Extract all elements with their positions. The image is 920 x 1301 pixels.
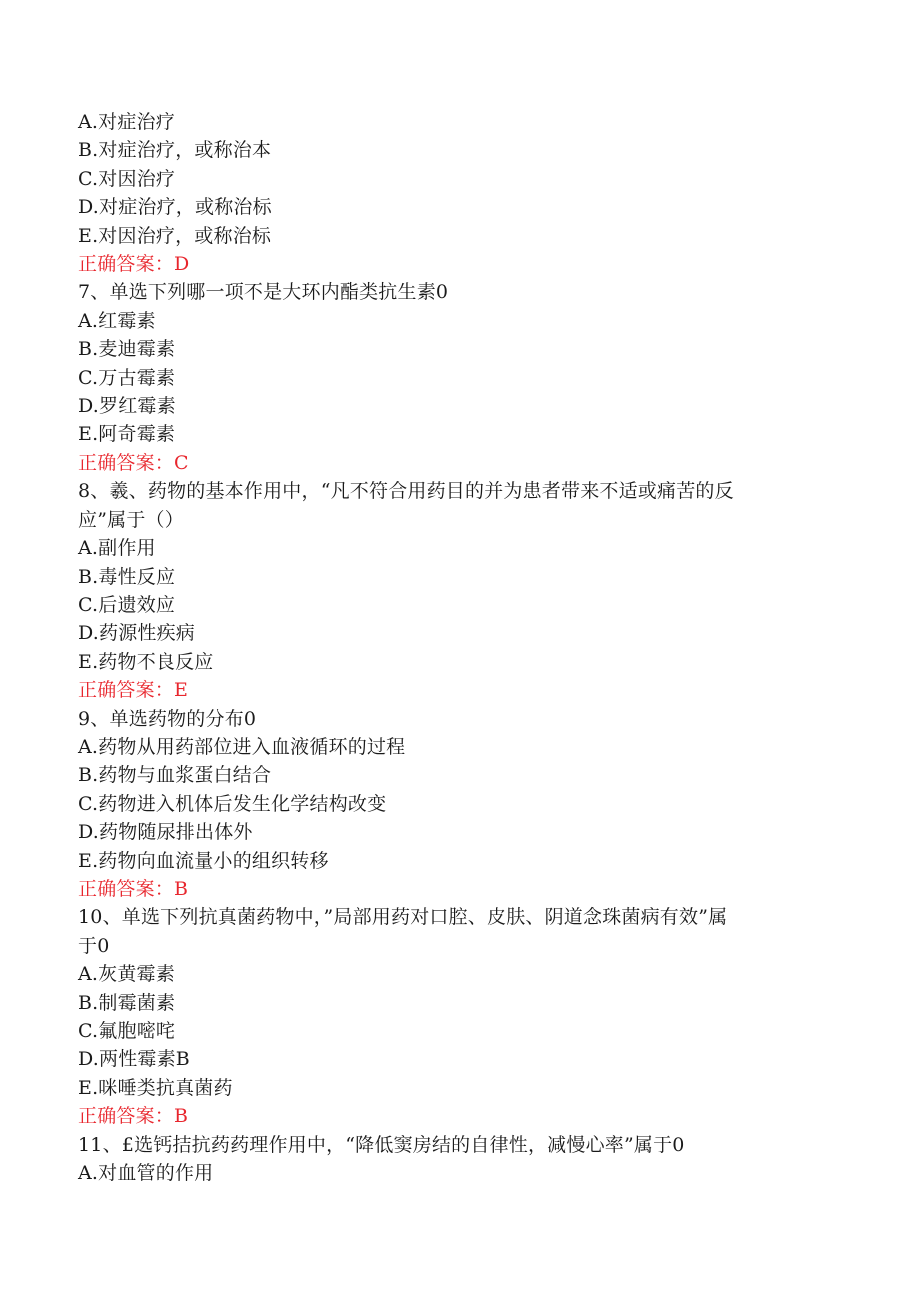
option-a: A.对血管的作用	[78, 1162, 214, 1185]
question-stem-line-1: 8、羲、药物的基本作用中，“凡不符合用药目的并为患者带来不适或痛苦的反	[78, 480, 734, 503]
option-d: D.药源性疾病	[78, 622, 195, 645]
option-b: B.药物与血浆蛋白结合	[78, 764, 272, 787]
option-b: B.制霉菌素	[78, 991, 176, 1014]
question-10	[78, 903, 848, 1130]
question-stem: 11、£选钙拮抗药药理作用中，“降低窦房结的自律性，减慢心率”属于0	[78, 1133, 685, 1156]
option-c: C.对因治疗	[78, 167, 176, 190]
option-a: A.副作用	[78, 537, 156, 560]
correct-answer: 正确答案：C	[78, 451, 189, 474]
option-d: D.药物随尿排出体外	[78, 821, 253, 844]
option-c: C.药物进入机体后发生化学结构改变	[78, 792, 387, 815]
option-b: B.毒性反应	[78, 565, 176, 588]
question-stem: 9、单选药物的分布0	[78, 707, 257, 730]
question-stem: 7、单选下列哪一项不是大环内酯类抗生素0	[78, 281, 449, 304]
option-d: D.罗红霉素	[78, 395, 176, 418]
correct-answer: 正确答案：B	[78, 1105, 189, 1128]
question-9	[78, 705, 848, 904]
option-a: A.对症治疗	[78, 111, 175, 133]
option-e: E.药物不良反应	[78, 650, 214, 673]
option-c: C.氟胞嘧咤	[78, 1020, 176, 1042]
question-7	[78, 278, 848, 477]
option-e: E.药物向血流量小的组织转移	[78, 849, 329, 872]
option-e: E.对因治疗，或称治标	[78, 224, 272, 247]
question-8	[78, 477, 848, 704]
option-c: C.后遗效应	[78, 593, 176, 616]
option-d: D.两性霉素B	[78, 1048, 190, 1071]
question-stem-line-1: 10、单选下列抗真菌药物中，”局部用药对口腔、皮肤、阴道念珠菌病有效”属	[78, 906, 728, 929]
document-page	[78, 108, 848, 1187]
question-stem-line-2: 应”属于（）	[78, 508, 184, 531]
option-d: D.对症治疗，或称治标	[78, 196, 272, 219]
option-b: B.对症治疗，或称治本	[78, 139, 272, 162]
correct-answer: 正确答案：D	[78, 253, 190, 276]
question-6	[78, 108, 848, 278]
question-stem-line-2: 于0	[78, 934, 110, 957]
option-a: A.灰黄霉素	[78, 963, 175, 986]
correct-answer: 正确答案：B	[78, 877, 189, 900]
option-e: E.阿奇霉素	[78, 423, 176, 446]
option-a: A.药物从用药部位进入血液循环的过程	[78, 735, 406, 758]
option-a: A.红霉素	[78, 309, 156, 332]
option-e: E.咪唾类抗真菌药	[78, 1076, 233, 1099]
option-b: B.麦迪霉素	[78, 338, 176, 361]
correct-answer: 正确答案：E	[78, 679, 189, 702]
question-11	[78, 1131, 848, 1188]
option-c: C.万古霉素	[78, 366, 176, 389]
